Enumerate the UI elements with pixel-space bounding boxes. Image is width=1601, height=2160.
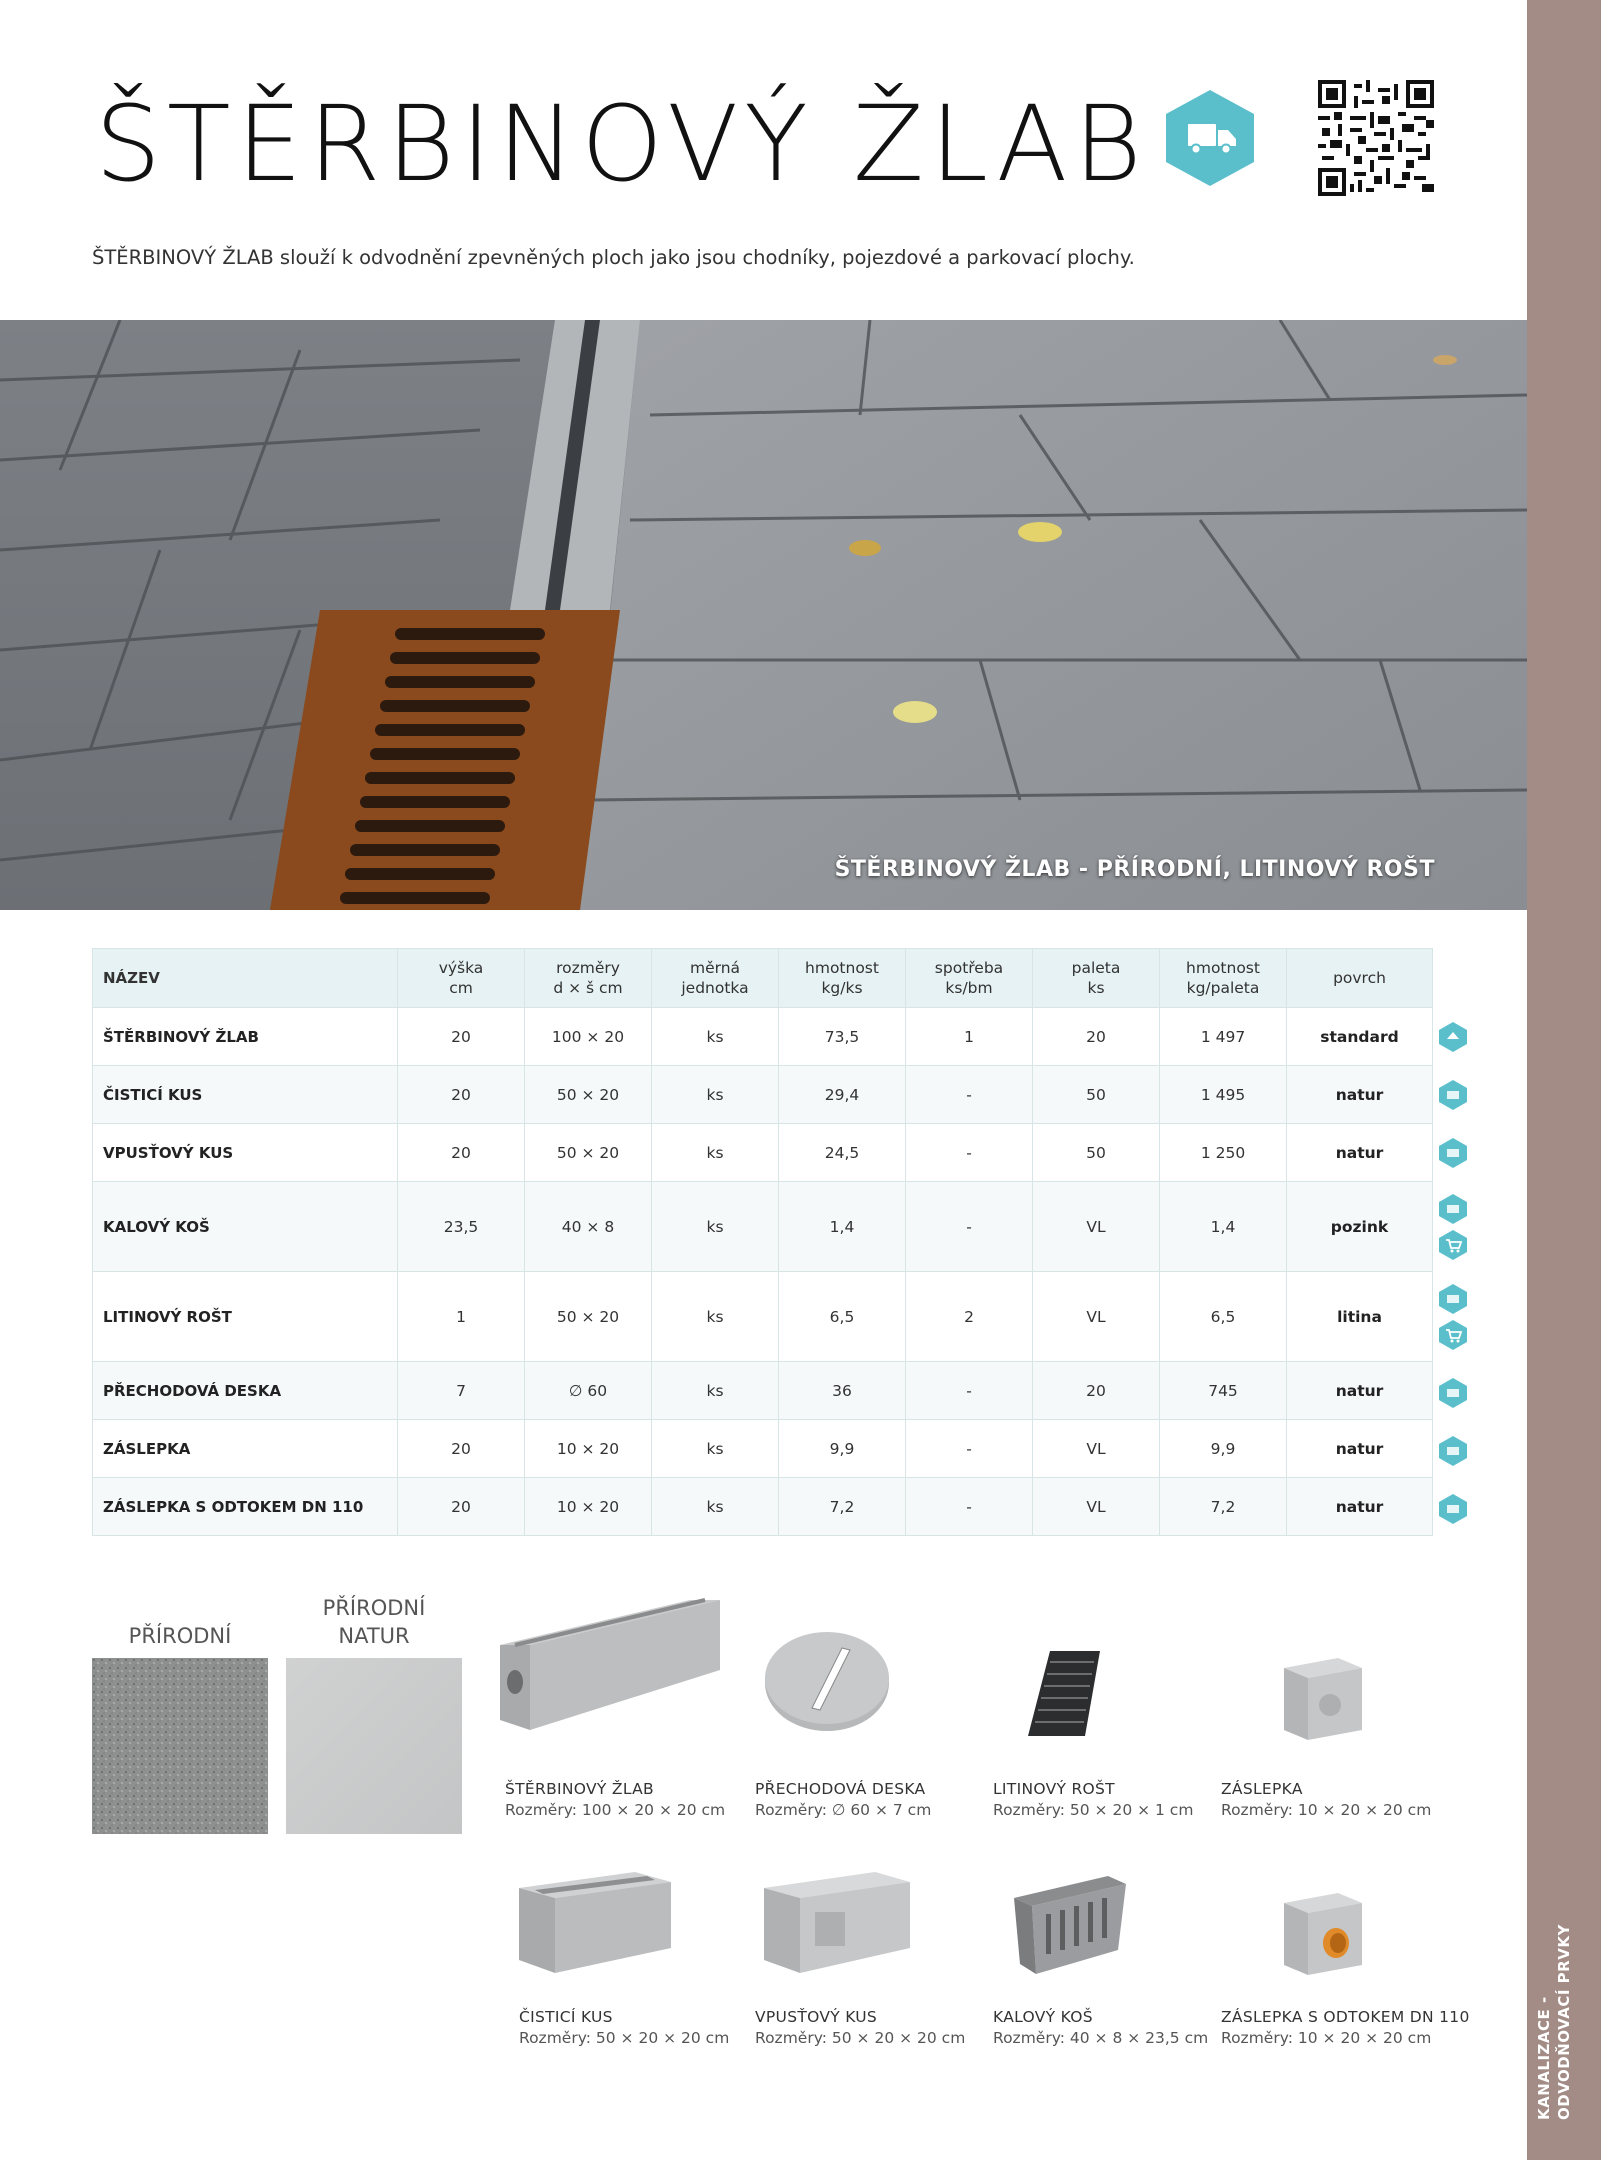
table-row: ČISTICÍ KUS 20 50 × 20 ks 29,4 - 50 1 495 natur <box>93 1066 1433 1124</box>
product-dimensions: Rozměry: 100 × 20 × 20 cm <box>505 1801 726 1819</box>
product-name: ČISTICÍ KUS <box>519 2008 613 2026</box>
intro-text: ŠTĚRBINOVÝ ŽLAB slouží k odvodnění zpevněných ploch jako jsou chodníky, pojezdové a parkovací plochy. <box>92 246 1135 269</box>
spec-table <box>92 948 1433 1536</box>
col-hmotnost-paleta: hmotnost kg/paleta <box>1160 949 1287 1008</box>
swatch-prirodni-natur <box>286 1658 462 1834</box>
product-dimensions: Rozměry: 50 × 20 × 20 cm <box>755 2029 966 2047</box>
section-sidebar <box>1527 0 1601 2160</box>
table-header-row <box>93 949 1433 1008</box>
table-row: PŘECHODOVÁ DESKA 7 ∅ 60 ks 36 - 20 745 natur <box>93 1362 1433 1420</box>
table-row: ZÁSLEPKA S ODTOKEM DN 110 20 10 × 20 ks 7,2 - VL 7,2 natur <box>93 1478 1433 1536</box>
col-paleta: paleta ks <box>1033 949 1160 1008</box>
product-image-prechodova-deska <box>760 1628 895 1733</box>
photo-caption: ŠTĚRBINOVÝ ŽLAB - PŘÍRODNÍ, LITINOVÝ ROŠT <box>834 857 1435 882</box>
delivery-badge <box>1162 88 1258 188</box>
swatch-prirodni <box>92 1658 268 1834</box>
certification-icon <box>1438 1137 1468 1169</box>
product-image-litinovy-rost <box>1020 1648 1120 1738</box>
col-hmotnost: hmotnost kg/ks <box>779 949 906 1008</box>
product-dimensions: Rozměry: ∅ 60 × 7 cm <box>755 1801 932 1819</box>
certification-icon <box>1438 1493 1468 1525</box>
product-dimensions: Rozměry: 10 × 20 × 20 cm <box>1221 2029 1432 2047</box>
table-row: LITINOVÝ ROŠT 1 50 × 20 ks 6,5 2 VL 6,5 litina <box>93 1272 1433 1362</box>
product-image-vpustovy-kus <box>760 1868 915 1978</box>
qr-code[interactable] <box>1318 80 1434 196</box>
certification-icon <box>1438 1021 1468 1053</box>
product-name: VPUSŤOVÝ KUS <box>755 2008 878 2026</box>
product-name: ZÁSLEPKA <box>1221 1780 1303 1798</box>
product-image-sterbinovy-zlab <box>490 1590 730 1740</box>
swatch-label-prirodni-natur: PŘÍRODNÍ NATUR <box>322 1596 426 1648</box>
swatch-label-prirodni: PŘÍRODNÍ <box>128 1624 232 1648</box>
product-image-cistici-kus <box>515 1868 675 1978</box>
col-rozmery: rozměry d × š cm <box>525 949 652 1008</box>
product-dimensions: Rozměry: 50 × 20 × 20 cm <box>519 2029 730 2047</box>
sidebar-section-label: KANALIZACE - ODVODŇOVACÍ PRVKY <box>1535 1924 1573 2120</box>
product-dimensions: Rozměry: 40 × 8 × 23,5 cm <box>993 2029 1209 2047</box>
page-title: ŠTĚRBINOVÝ ŽLAB <box>95 83 1148 205</box>
product-dimensions: Rozměry: 50 × 20 × 1 cm <box>993 1801 1194 1819</box>
table-row: VPUSŤOVÝ KUS 20 50 × 20 ks 24,5 - 50 1 250 natur <box>93 1124 1433 1182</box>
product-name: KALOVÝ KOŠ <box>993 2008 1093 2026</box>
product-image-zaslepka <box>1278 1650 1368 1745</box>
col-jednotka: měrná jednotka <box>652 949 779 1008</box>
col-vyska: výška cm <box>398 949 525 1008</box>
hero-photo <box>0 320 1527 910</box>
product-name: ŠTĚRBINOVÝ ŽLAB <box>505 1780 654 1798</box>
product-name: PŘECHODOVÁ DESKA <box>755 1780 926 1798</box>
table-row: ŠTĚRBINOVÝ ŽLAB 20 100 × 20 ks 73,5 1 20 1 497 standard <box>93 1008 1433 1066</box>
table-row: ZÁSLEPKA 20 10 × 20 ks 9,9 - VL 9,9 natur <box>93 1420 1433 1478</box>
col-nazev: NÁZEV <box>93 949 398 1008</box>
certification-icon <box>1438 1193 1468 1225</box>
certification-icon <box>1438 1283 1468 1315</box>
product-name: LITINOVÝ ROŠT <box>993 1780 1115 1798</box>
product-name: ZÁSLEPKA S ODTOKEM DN 110 <box>1221 2008 1470 2026</box>
cart-icon <box>1438 1229 1468 1261</box>
product-dimensions: Rozměry: 10 × 20 × 20 cm <box>1221 1801 1432 1819</box>
cart-icon <box>1438 1319 1468 1351</box>
table-row: KALOVÝ KOŠ 23,5 40 × 8 ks 1,4 - VL 1,4 pozink <box>93 1182 1433 1272</box>
col-povrch: povrch <box>1287 949 1433 1008</box>
product-image-kalovy-kos <box>1010 1870 1130 1980</box>
certification-icon <box>1438 1435 1468 1467</box>
product-image-zaslepka-s-odtokem <box>1278 1885 1368 1980</box>
certification-icon <box>1438 1377 1468 1409</box>
certification-icon <box>1438 1079 1468 1111</box>
col-spotreba: spotřeba ks/bm <box>906 949 1033 1008</box>
